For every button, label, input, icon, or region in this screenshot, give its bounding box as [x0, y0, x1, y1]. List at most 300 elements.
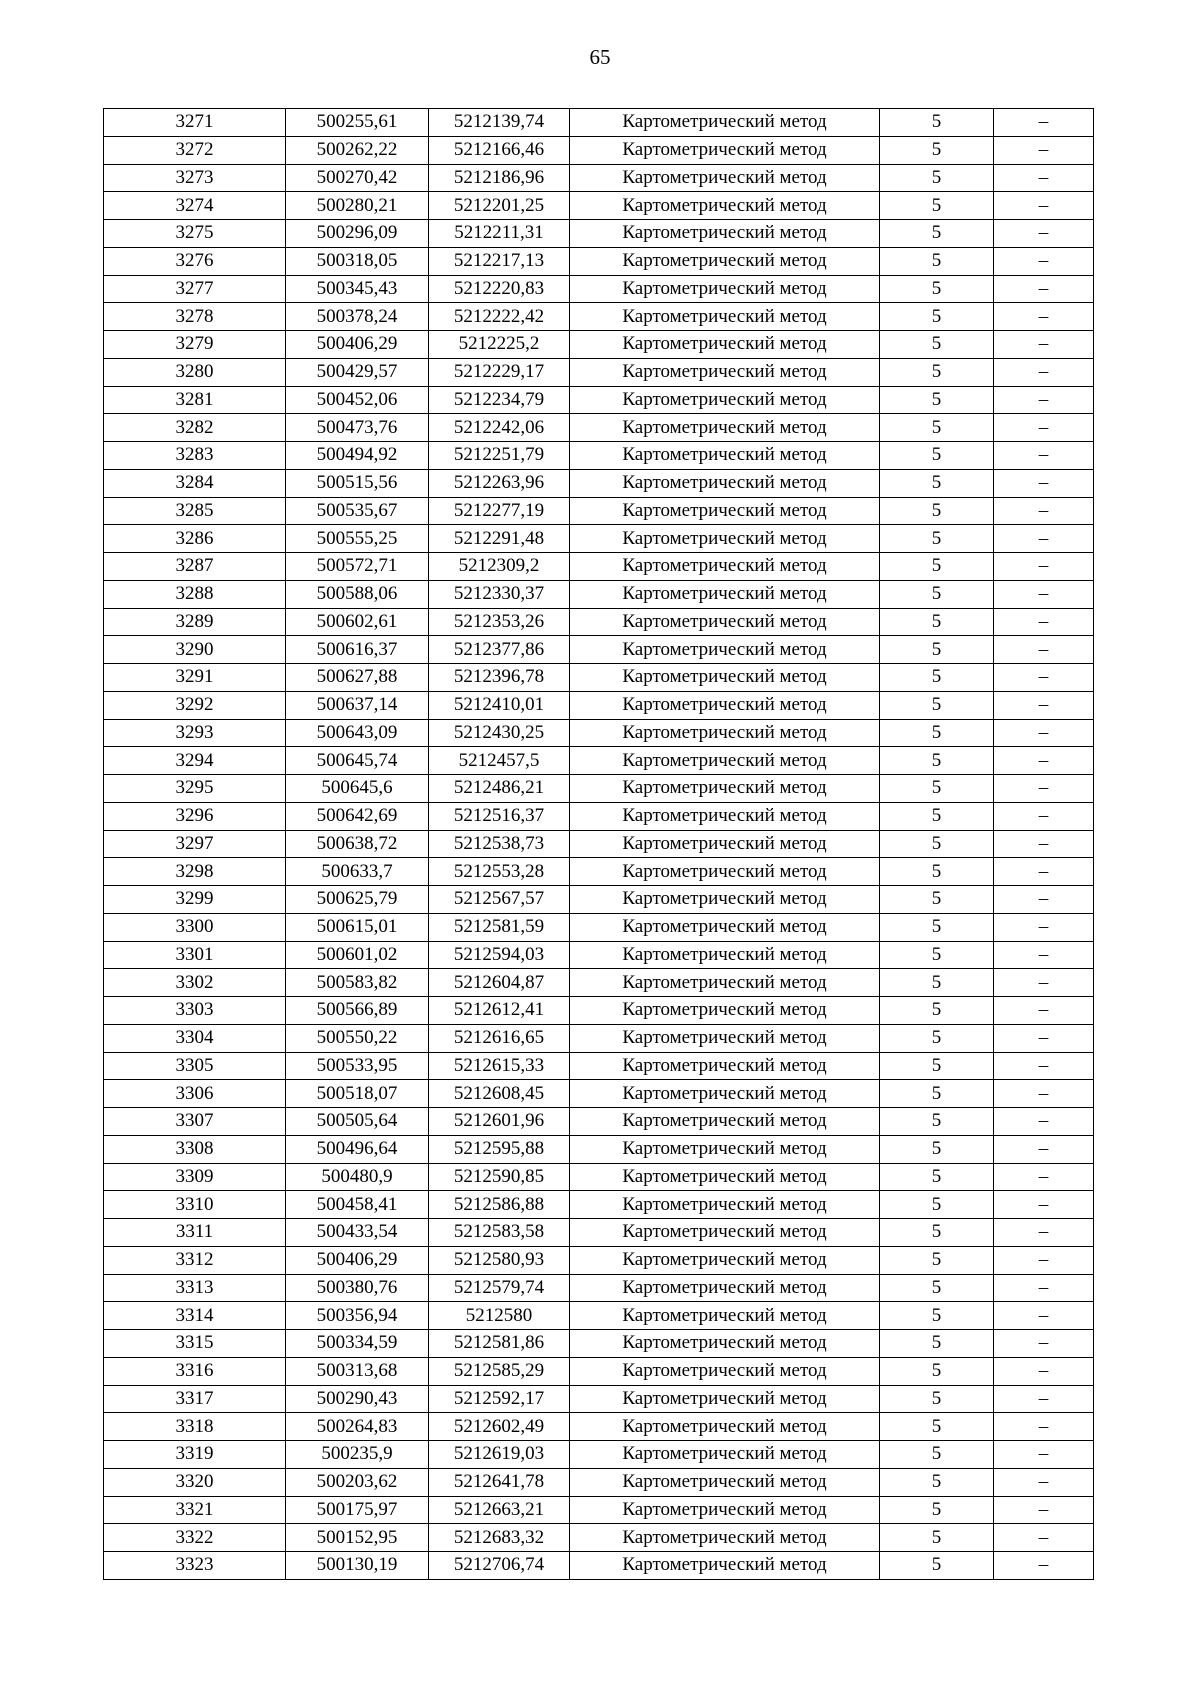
table-row: [104, 1524, 1094, 1552]
dash-cell: –: [994, 1302, 1094, 1330]
method-cell: Картометрический метод: [570, 636, 880, 664]
method-cell: Картометрический метод: [570, 1163, 880, 1191]
y-coordinate-cell: 5212353,26: [429, 608, 570, 636]
x-coordinate-cell: 500433,54: [286, 1219, 429, 1247]
point-number-cell: 3297: [104, 830, 286, 858]
method-cell: Картометрический метод: [570, 331, 880, 359]
x-coordinate-cell: 500643,09: [286, 719, 429, 747]
precision-cell: 5: [880, 1496, 994, 1524]
method-cell: Картометрический метод: [570, 1135, 880, 1163]
precision-cell: 5: [880, 1385, 994, 1413]
point-number-cell: 3319: [104, 1441, 286, 1469]
coordinates-table-body: [104, 109, 1094, 1580]
method-cell: Картометрический метод: [570, 1080, 880, 1108]
precision-cell: 5: [880, 664, 994, 692]
y-coordinate-cell: 5212486,21: [429, 775, 570, 803]
dash-cell: –: [994, 664, 1094, 692]
precision-cell: 5: [880, 1080, 994, 1108]
method-cell: Картометрический метод: [570, 192, 880, 220]
dash-cell: –: [994, 1163, 1094, 1191]
y-coordinate-cell: 5212291,48: [429, 525, 570, 553]
y-coordinate-cell: 5212567,57: [429, 886, 570, 914]
precision-cell: 5: [880, 303, 994, 331]
precision-cell: 5: [880, 1219, 994, 1247]
dash-cell: –: [994, 220, 1094, 248]
table-row: [104, 525, 1094, 553]
x-coordinate-cell: 500588,06: [286, 580, 429, 608]
x-coordinate-cell: 500533,95: [286, 1052, 429, 1080]
table-row: [104, 719, 1094, 747]
precision-cell: 5: [880, 802, 994, 830]
method-cell: Картометрический метод: [570, 1219, 880, 1247]
precision-cell: 5: [880, 136, 994, 164]
point-number-cell: 3289: [104, 608, 286, 636]
method-cell: Картометрический метод: [570, 886, 880, 914]
x-coordinate-cell: 500555,25: [286, 525, 429, 553]
dash-cell: –: [994, 1219, 1094, 1247]
precision-cell: 5: [880, 1024, 994, 1052]
y-coordinate-cell: 5212583,58: [429, 1219, 570, 1247]
y-coordinate-cell: 5212663,21: [429, 1496, 570, 1524]
method-cell: Картометрический метод: [570, 969, 880, 997]
method-cell: Картометрический метод: [570, 1552, 880, 1580]
x-coordinate-cell: 500572,71: [286, 553, 429, 581]
dash-cell: –: [994, 858, 1094, 886]
y-coordinate-cell: 5212201,25: [429, 192, 570, 220]
precision-cell: 5: [880, 331, 994, 359]
point-number-cell: 3288: [104, 580, 286, 608]
method-cell: Картометрический метод: [570, 414, 880, 442]
point-number-cell: 3277: [104, 275, 286, 303]
table-row: [104, 969, 1094, 997]
x-coordinate-cell: 500345,43: [286, 275, 429, 303]
table-row: [104, 1468, 1094, 1496]
point-number-cell: 3320: [104, 1468, 286, 1496]
point-number-cell: 3303: [104, 997, 286, 1025]
precision-cell: 5: [880, 1052, 994, 1080]
method-cell: Картометрический метод: [570, 275, 880, 303]
table-row: [104, 664, 1094, 692]
precision-cell: 5: [880, 747, 994, 775]
x-coordinate-cell: 500601,02: [286, 941, 429, 969]
point-number-cell: 3306: [104, 1080, 286, 1108]
precision-cell: 5: [880, 608, 994, 636]
x-coordinate-cell: 500175,97: [286, 1496, 429, 1524]
dash-cell: –: [994, 469, 1094, 497]
table-row: [104, 220, 1094, 248]
precision-cell: 5: [880, 1468, 994, 1496]
y-coordinate-cell: 5212377,86: [429, 636, 570, 664]
point-number-cell: 3291: [104, 664, 286, 692]
table-row: [104, 1302, 1094, 1330]
table-row: [104, 1246, 1094, 1274]
method-cell: Картометрический метод: [570, 608, 880, 636]
x-coordinate-cell: 500602,61: [286, 608, 429, 636]
precision-cell: 5: [880, 1163, 994, 1191]
x-coordinate-cell: 500638,72: [286, 830, 429, 858]
dash-cell: –: [994, 525, 1094, 553]
x-coordinate-cell: 500642,69: [286, 802, 429, 830]
table-row: [104, 1274, 1094, 1302]
y-coordinate-cell: 5212590,85: [429, 1163, 570, 1191]
point-number-cell: 3274: [104, 192, 286, 220]
method-cell: Картометрический метод: [570, 691, 880, 719]
method-cell: Картометрический метод: [570, 913, 880, 941]
table-row: [104, 1052, 1094, 1080]
point-number-cell: 3294: [104, 747, 286, 775]
dash-cell: –: [994, 775, 1094, 803]
method-cell: Картометрический метод: [570, 1024, 880, 1052]
method-cell: Картометрический метод: [570, 358, 880, 386]
dash-cell: –: [994, 414, 1094, 442]
x-coordinate-cell: 500203,62: [286, 1468, 429, 1496]
dash-cell: –: [994, 331, 1094, 359]
x-coordinate-cell: 500452,06: [286, 386, 429, 414]
method-cell: Картометрический метод: [570, 1468, 880, 1496]
y-coordinate-cell: 5212602,49: [429, 1413, 570, 1441]
dash-cell: –: [994, 1246, 1094, 1274]
point-number-cell: 3298: [104, 858, 286, 886]
dash-cell: –: [994, 136, 1094, 164]
method-cell: Картометрический метод: [570, 303, 880, 331]
table-row: [104, 469, 1094, 497]
table-row: [104, 1135, 1094, 1163]
precision-cell: 5: [880, 858, 994, 886]
table-row: [104, 497, 1094, 525]
precision-cell: 5: [880, 1302, 994, 1330]
y-coordinate-cell: 5212222,42: [429, 303, 570, 331]
table-row: [104, 1385, 1094, 1413]
y-coordinate-cell: 5212410,01: [429, 691, 570, 719]
dash-cell: –: [994, 192, 1094, 220]
dash-cell: –: [994, 1496, 1094, 1524]
y-coordinate-cell: 5212229,17: [429, 358, 570, 386]
x-coordinate-cell: 500262,22: [286, 136, 429, 164]
method-cell: Картометрический метод: [570, 469, 880, 497]
point-number-cell: 3275: [104, 220, 286, 248]
y-coordinate-cell: 5212538,73: [429, 830, 570, 858]
precision-cell: 5: [880, 386, 994, 414]
table-row: [104, 1219, 1094, 1247]
point-number-cell: 3304: [104, 1024, 286, 1052]
table-row: [104, 553, 1094, 581]
x-coordinate-cell: 500429,57: [286, 358, 429, 386]
method-cell: Картометрический метод: [570, 109, 880, 137]
precision-cell: 5: [880, 830, 994, 858]
x-coordinate-cell: 500645,74: [286, 747, 429, 775]
dash-cell: –: [994, 1441, 1094, 1469]
table-row: [104, 1108, 1094, 1136]
method-cell: Картометрический метод: [570, 497, 880, 525]
y-coordinate-cell: 5212579,74: [429, 1274, 570, 1302]
point-number-cell: 3323: [104, 1552, 286, 1580]
precision-cell: 5: [880, 1246, 994, 1274]
precision-cell: 5: [880, 775, 994, 803]
dash-cell: –: [994, 997, 1094, 1025]
table-row: [104, 414, 1094, 442]
method-cell: Картометрический метод: [570, 1108, 880, 1136]
dash-cell: –: [994, 1080, 1094, 1108]
precision-cell: 5: [880, 164, 994, 192]
precision-cell: 5: [880, 941, 994, 969]
point-number-cell: 3302: [104, 969, 286, 997]
x-coordinate-cell: 500290,43: [286, 1385, 429, 1413]
dash-cell: –: [994, 164, 1094, 192]
table-row: [104, 1024, 1094, 1052]
point-number-cell: 3312: [104, 1246, 286, 1274]
precision-cell: 5: [880, 886, 994, 914]
x-coordinate-cell: 500473,76: [286, 414, 429, 442]
method-cell: Картометрический метод: [570, 830, 880, 858]
dash-cell: –: [994, 608, 1094, 636]
y-coordinate-cell: 5212592,17: [429, 1385, 570, 1413]
dash-cell: –: [994, 358, 1094, 386]
table-row: [104, 691, 1094, 719]
method-cell: Картометрический метод: [570, 442, 880, 470]
point-number-cell: 3281: [104, 386, 286, 414]
y-coordinate-cell: 5212139,74: [429, 109, 570, 137]
precision-cell: 5: [880, 1330, 994, 1358]
method-cell: Картометрический метод: [570, 747, 880, 775]
table-row: [104, 802, 1094, 830]
dash-cell: –: [994, 386, 1094, 414]
x-coordinate-cell: 500235,9: [286, 1441, 429, 1469]
y-coordinate-cell: 5212263,96: [429, 469, 570, 497]
precision-cell: 5: [880, 1357, 994, 1385]
y-coordinate-cell: 5212580: [429, 1302, 570, 1330]
method-cell: Картометрический метод: [570, 220, 880, 248]
x-coordinate-cell: 500334,59: [286, 1330, 429, 1358]
method-cell: Картометрический метод: [570, 1052, 880, 1080]
y-coordinate-cell: 5212457,5: [429, 747, 570, 775]
x-coordinate-cell: 500515,56: [286, 469, 429, 497]
dash-cell: –: [994, 913, 1094, 941]
point-number-cell: 3300: [104, 913, 286, 941]
x-coordinate-cell: 500280,21: [286, 192, 429, 220]
y-coordinate-cell: 5212277,19: [429, 497, 570, 525]
table-row: [104, 136, 1094, 164]
dash-cell: –: [994, 442, 1094, 470]
precision-cell: 5: [880, 1274, 994, 1302]
x-coordinate-cell: 500645,6: [286, 775, 429, 803]
point-number-cell: 3286: [104, 525, 286, 553]
y-coordinate-cell: 5212251,79: [429, 442, 570, 470]
table-row: [104, 858, 1094, 886]
table-row: [104, 358, 1094, 386]
table-row: [104, 1080, 1094, 1108]
precision-cell: 5: [880, 969, 994, 997]
table-row: [104, 247, 1094, 275]
point-number-cell: 3318: [104, 1413, 286, 1441]
table-row: [104, 303, 1094, 331]
precision-cell: 5: [880, 275, 994, 303]
method-cell: Картометрический метод: [570, 1330, 880, 1358]
x-coordinate-cell: 500264,83: [286, 1413, 429, 1441]
dash-cell: –: [994, 719, 1094, 747]
y-coordinate-cell: 5212553,28: [429, 858, 570, 886]
dash-cell: –: [994, 691, 1094, 719]
method-cell: Картометрический метод: [570, 1274, 880, 1302]
y-coordinate-cell: 5212430,25: [429, 719, 570, 747]
dash-cell: –: [994, 275, 1094, 303]
point-number-cell: 3315: [104, 1330, 286, 1358]
x-coordinate-cell: 500627,88: [286, 664, 429, 692]
method-cell: Картометрический метод: [570, 1357, 880, 1385]
point-number-cell: 3313: [104, 1274, 286, 1302]
dash-cell: –: [994, 553, 1094, 581]
x-coordinate-cell: 500518,07: [286, 1080, 429, 1108]
point-number-cell: 3293: [104, 719, 286, 747]
precision-cell: 5: [880, 192, 994, 220]
point-number-cell: 3301: [104, 941, 286, 969]
point-number-cell: 3311: [104, 1219, 286, 1247]
x-coordinate-cell: 500458,41: [286, 1191, 429, 1219]
x-coordinate-cell: 500130,19: [286, 1552, 429, 1580]
dash-cell: –: [994, 303, 1094, 331]
precision-cell: 5: [880, 1552, 994, 1580]
point-number-cell: 3287: [104, 553, 286, 581]
precision-cell: 5: [880, 580, 994, 608]
x-coordinate-cell: 500637,14: [286, 691, 429, 719]
point-number-cell: 3309: [104, 1163, 286, 1191]
y-coordinate-cell: 5212601,96: [429, 1108, 570, 1136]
point-number-cell: 3276: [104, 247, 286, 275]
method-cell: Картометрический метод: [570, 997, 880, 1025]
dash-cell: –: [994, 1468, 1094, 1496]
y-coordinate-cell: 5212581,86: [429, 1330, 570, 1358]
precision-cell: 5: [880, 1108, 994, 1136]
y-coordinate-cell: 5212706,74: [429, 1552, 570, 1580]
dash-cell: –: [994, 1274, 1094, 1302]
point-number-cell: 3307: [104, 1108, 286, 1136]
y-coordinate-cell: 5212225,2: [429, 331, 570, 359]
method-cell: Картометрический метод: [570, 1496, 880, 1524]
table-row: [104, 1413, 1094, 1441]
table-row: [104, 1163, 1094, 1191]
method-cell: Картометрический метод: [570, 553, 880, 581]
dash-cell: –: [994, 1191, 1094, 1219]
point-number-cell: 3282: [104, 414, 286, 442]
point-number-cell: 3292: [104, 691, 286, 719]
table-row: [104, 1330, 1094, 1358]
precision-cell: 5: [880, 1135, 994, 1163]
x-coordinate-cell: 500255,61: [286, 109, 429, 137]
point-number-cell: 3271: [104, 109, 286, 137]
page-number: 65: [589, 45, 611, 69]
precision-cell: 5: [880, 247, 994, 275]
y-coordinate-cell: 5212615,33: [429, 1052, 570, 1080]
x-coordinate-cell: 500616,37: [286, 636, 429, 664]
point-number-cell: 3280: [104, 358, 286, 386]
table-row: [104, 997, 1094, 1025]
x-coordinate-cell: 500380,76: [286, 1274, 429, 1302]
y-coordinate-cell: 5212186,96: [429, 164, 570, 192]
y-coordinate-cell: 5212581,59: [429, 913, 570, 941]
precision-cell: 5: [880, 414, 994, 442]
y-coordinate-cell: 5212683,32: [429, 1524, 570, 1552]
point-number-cell: 3272: [104, 136, 286, 164]
dash-cell: –: [994, 969, 1094, 997]
precision-cell: 5: [880, 469, 994, 497]
y-coordinate-cell: 5212309,2: [429, 553, 570, 581]
point-number-cell: 3299: [104, 886, 286, 914]
point-number-cell: 3290: [104, 636, 286, 664]
x-coordinate-cell: 500152,95: [286, 1524, 429, 1552]
table-row: [104, 941, 1094, 969]
precision-cell: 5: [880, 719, 994, 747]
point-number-cell: 3278: [104, 303, 286, 331]
table-row: [104, 580, 1094, 608]
table-row: [104, 747, 1094, 775]
y-coordinate-cell: 5212220,83: [429, 275, 570, 303]
y-coordinate-cell: 5212619,03: [429, 1441, 570, 1469]
method-cell: Картометрический метод: [570, 164, 880, 192]
table-row: [104, 830, 1094, 858]
table-row: [104, 386, 1094, 414]
dash-cell: –: [994, 802, 1094, 830]
point-number-cell: 3295: [104, 775, 286, 803]
table-row: [104, 1552, 1094, 1580]
y-coordinate-cell: 5212396,78: [429, 664, 570, 692]
x-coordinate-cell: 500496,64: [286, 1135, 429, 1163]
precision-cell: 5: [880, 525, 994, 553]
x-coordinate-cell: 500633,7: [286, 858, 429, 886]
point-number-cell: 3285: [104, 497, 286, 525]
y-coordinate-cell: 5212330,37: [429, 580, 570, 608]
method-cell: Картометрический метод: [570, 719, 880, 747]
point-number-cell: 3279: [104, 331, 286, 359]
y-coordinate-cell: 5212595,88: [429, 1135, 570, 1163]
precision-cell: 5: [880, 1191, 994, 1219]
coordinates-table: [103, 108, 1094, 1580]
table-row: [104, 275, 1094, 303]
precision-cell: 5: [880, 442, 994, 470]
dash-cell: –: [994, 1524, 1094, 1552]
method-cell: Картометрический метод: [570, 386, 880, 414]
point-number-cell: 3322: [104, 1524, 286, 1552]
y-coordinate-cell: 5212604,87: [429, 969, 570, 997]
point-number-cell: 3296: [104, 802, 286, 830]
dash-cell: –: [994, 830, 1094, 858]
dash-cell: –: [994, 580, 1094, 608]
point-number-cell: 3316: [104, 1357, 286, 1385]
point-number-cell: 3310: [104, 1191, 286, 1219]
method-cell: Картометрический метод: [570, 136, 880, 164]
point-number-cell: 3317: [104, 1385, 286, 1413]
method-cell: Картометрический метод: [570, 858, 880, 886]
table-row: [104, 913, 1094, 941]
method-cell: Картометрический метод: [570, 525, 880, 553]
x-coordinate-cell: 500318,05: [286, 247, 429, 275]
dash-cell: –: [994, 1330, 1094, 1358]
point-number-cell: 3321: [104, 1496, 286, 1524]
x-coordinate-cell: 500270,42: [286, 164, 429, 192]
precision-cell: 5: [880, 636, 994, 664]
method-cell: Картометрический метод: [570, 1413, 880, 1441]
x-coordinate-cell: 500494,92: [286, 442, 429, 470]
table-row: [104, 1191, 1094, 1219]
precision-cell: 5: [880, 691, 994, 719]
method-cell: Картометрический метод: [570, 1441, 880, 1469]
table-row: [104, 164, 1094, 192]
table-row: [104, 192, 1094, 220]
y-coordinate-cell: 5212580,93: [429, 1246, 570, 1274]
y-coordinate-cell: 5212586,88: [429, 1191, 570, 1219]
precision-cell: 5: [880, 220, 994, 248]
dash-cell: –: [994, 636, 1094, 664]
dash-cell: –: [994, 1413, 1094, 1441]
y-coordinate-cell: 5212641,78: [429, 1468, 570, 1496]
